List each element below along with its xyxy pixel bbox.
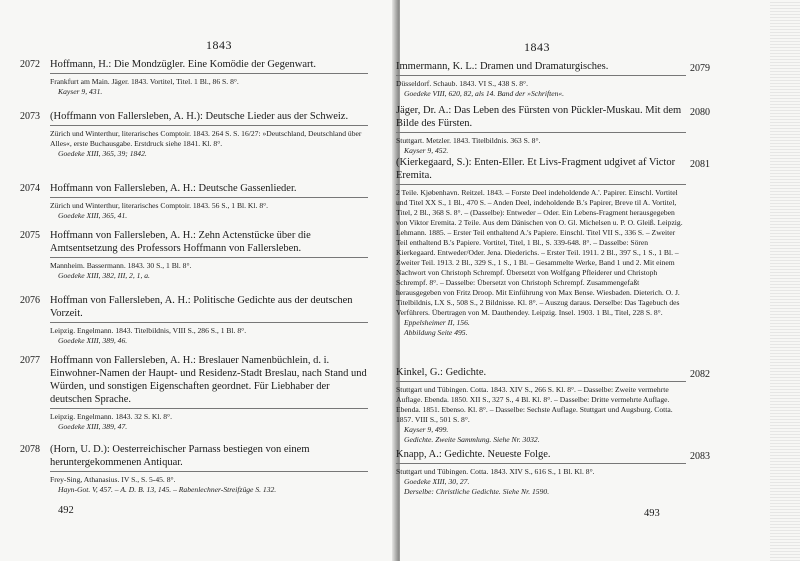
- entry-number: 2075: [20, 230, 40, 241]
- entry-title: Hoffmann von Fallersleben, A. H.: Breslauer Namenbüchlein, d. i. Einwohner-Namen der Haupt- und Residenz-Stadt Breslau, nach Stand und Würden, und sonstigen Eigenschaften geordnet. Für Liebhaber der deutschen Sprache.: [50, 354, 368, 409]
- catalog-entry: [20, 58, 368, 97]
- catalog-entry: [20, 354, 368, 432]
- entry-number: 2080: [690, 107, 710, 118]
- catalog-entry: [20, 182, 368, 221]
- scan-edge: [770, 0, 800, 561]
- entry-number: 2072: [20, 59, 40, 70]
- entry-reference: Goedeke XIII, 365, 39; 1842.: [58, 149, 147, 158]
- entry-publication: 2 Teile. Kjøbenhavn. Reitzel. 1843. – Forste Deel indeholdende A.'. Papirer. Einschl. Vortitel und Titel XX S., 1 Bl., 470 S. – Anden Deel, indeholdende B.'s Papirer, Breve til A. Vortitel, Titel, 2 Bl., 368 S. 8°. – (Dasselbe): Entweder – Oder. Ein Lebens-Fragment herausgegeben von Viktor Eremita. 2 Teile. Aus dem Dänischen von O. Gl. Michelsen u. P. O. Gleiß. Leipzig. Lehmann. 1885. – Erster Teil enthaltend A.'s Papiere. Einschl. Titel VII S., 336 S. – Zweiter Teil enthaltend B.'s Papiere. Vortitel, Titel, 1 Bl., S. 339-648. 8°. – Dasselbe: Sören Kierkegaard. Entweder/Oder. Jena. Diederichs. – Erster Teil. 1911. 2 Bl., 397 S., 1 S., 1 Bl. – Zweiter Teil. 1913. 2 Bl., 329 S., 1 S., 1 Bl. – Gesammelte Werke, Band 1 und 2. Mit einem Nachwort von Christoph Schrempf. Übersetzt von Wolfgang Pfleiderer und Christoph Schrempf. 8°. – Dasselbe: Übersetzt von Christoph Schrempf. Zusammengefaßt herausgegeben von Fritz Droop. Mit Einführung von Max Bense. Wiesbaden. Dieterich. O. J. Titelbildnis, LX S., 508 S., 2 Bildnisse. Kl. 8°. – Auszug daraus. Derselbe: Das Tagebuch des Verführers. Übertragen von M. Dauthendey. Leipzig. Insel. 1903. 1 Bl., Titel, 228 S. 8°.: [396, 188, 683, 317]
- page-year: 1843: [524, 40, 550, 54]
- entry-publication: Zürich und Winterthur, literarisches Comptoir. 1843. 56 S., 1 Bl. Kl. 8°.: [50, 201, 269, 210]
- entry-reference: Hayn-Got. V, 457. – A. D. B. 13, 145. – Rabenlechner-Streifzüge S. 132.: [58, 485, 277, 494]
- entry-publication: Leipzig. Engelmann. 1843. Titelbildnis, VIII S., 286 S., 1 Bl. 8°.: [50, 326, 247, 335]
- entry-title: (Kierkegaard, S.): Enten-Eller. Et Livs-Fragment udgivet af Victor Eremita.: [396, 156, 686, 185]
- entry-publication: Düsseldorf. Schaub. 1843. VI S., 438 S. 8°.: [396, 79, 528, 88]
- entry-reference: Kayser 9, 499.: [404, 425, 449, 434]
- entry-title: (Hoffmann von Fallersleben, A. H.): Deutsche Lieder aus der Schweiz.: [50, 110, 368, 126]
- entry-reference: Abbildung Seite 495.: [404, 328, 468, 337]
- entry-reference: Gedichte. Zweite Sammlung. Siehe Nr. 3032.: [404, 435, 540, 444]
- entry-title: Hoffman von Fallersleben, A. H.: Politische Gedichte aus der deutschen Vorzeit.: [50, 294, 368, 323]
- entry-number: 2076: [20, 295, 40, 306]
- entry-number: 2083: [690, 451, 710, 462]
- entry-number: 2077: [20, 355, 40, 366]
- entry-reference: Goedeke VIII, 620, 82, als 14. Band der »Schriften«.: [404, 89, 565, 98]
- entry-reference: Goedeke XIII, 382, III, 2, 1, a.: [58, 271, 150, 280]
- page-number: 492: [58, 505, 74, 516]
- entry-title: Hoffmann, H.: Die Mondzügler. Eine Komödie der Gegenwart.: [50, 58, 368, 74]
- entry-title: Kinkel, G.: Gedichte.: [396, 366, 686, 382]
- entry-publication: Stuttgart und Tübingen. Cotta. 1843. XIV S., 266 S. Kl. 8°. – Dasselbe: Zweite vermehrte Auflage. Ebenda. 1850. XII S., 327 S., 4 Bl. Kl. 8°. – Dasselbe: Dritte vermehrte Auflage. Ebenda. 1851. Ebenso. Kl. 8°. – Dasselbe: Sechste Auflage. Stuttgart und Augsburg. Cotta. 1857. VIII S., 501 S. 8°.: [396, 385, 673, 424]
- entry-reference: Goedeke XIII, 389, 46.: [58, 336, 128, 345]
- entry-title: (Horn, U. D.): Oesterreichischer Parnass bestiegen von einem heruntergekommenen Antiquar.: [50, 443, 368, 472]
- entry-reference: Goedeke XIII, 30, 27.: [404, 477, 470, 486]
- entry-number: 2081: [690, 159, 710, 170]
- entry-reference: Eppelsheimer II, 156.: [404, 318, 470, 327]
- page-year: 1843: [206, 38, 232, 52]
- entry-number: 2074: [20, 183, 40, 194]
- page-number: 493: [644, 508, 660, 519]
- right-page: [396, 0, 800, 561]
- catalog-entry: [20, 110, 368, 159]
- entry-number: 2078: [20, 444, 40, 455]
- entry-title: Knapp, A.: Gedichte. Neueste Folge.: [396, 448, 686, 464]
- entry-reference: Kayser 9, 452.: [404, 146, 449, 155]
- entry-reference: Kayser 9, 431.: [58, 87, 103, 96]
- entry-publication: Frankfurt am Main. Jäger. 1843. Vortitel, Titel. 1 Bl., 86 S. 8°.: [50, 77, 239, 86]
- entry-number: 2079: [690, 63, 710, 74]
- entry-reference: Derselbe: Christliche Gedichte. Siehe Nr. 1590.: [404, 487, 550, 496]
- entry-reference: Goedeke XIII, 365, 41.: [58, 211, 128, 220]
- catalog-entry: [20, 229, 368, 281]
- entry-title: Hoffmann von Fallersleben, A. H.: Deutsche Gassenlieder.: [50, 182, 368, 198]
- left-page: [0, 0, 396, 561]
- entry-publication: Leipzig. Engelmann. 1843. 32 S. Kl. 8°.: [50, 412, 172, 421]
- entry-publication: Stuttgart. Metzler. 1843. Titelbildnis. 363 S. 8°.: [396, 136, 541, 145]
- entry-publication: Frey-Sing, Athanasius. IV S., S. 5-45. 8°.: [50, 475, 176, 484]
- catalog-entry: [20, 443, 368, 495]
- entry-title: Jäger, Dr. A.: Das Leben des Fürsten von Pückler-Muskau. Mit dem Bilde des Fürsten.: [396, 104, 686, 133]
- entry-publication: Stuttgart und Tübingen. Cotta. 1843. XIV S., 616 S., 1 Bl. Kl. 8°.: [396, 467, 595, 476]
- entry-title: Hoffmann von Fallersleben, A. H.: Zehn Actenstücke über die Amtsentsetzung des Professors Hoffmann von Fallersleben.: [50, 229, 368, 258]
- catalog-entry: [20, 294, 368, 346]
- entry-reference: Goedeke XIII, 389, 47.: [58, 422, 128, 431]
- entry-number: 2082: [690, 369, 710, 380]
- entry-number: 2073: [20, 111, 40, 122]
- entry-publication: Zürich und Winterthur, literarisches Comptoir. 1843. 264 S. S. 16/27: »Deutschland, Deutschland über Alles«, erste Buchausgabe. Erstdruck siehe 1841. Kl. 8°.: [50, 129, 362, 148]
- entry-title: Immermann, K. L.: Dramen und Dramaturgisches.: [396, 60, 686, 76]
- entry-publication: Mannheim. Bassermann. 1843. 30 S., 1 Bl. 8°.: [50, 261, 192, 270]
